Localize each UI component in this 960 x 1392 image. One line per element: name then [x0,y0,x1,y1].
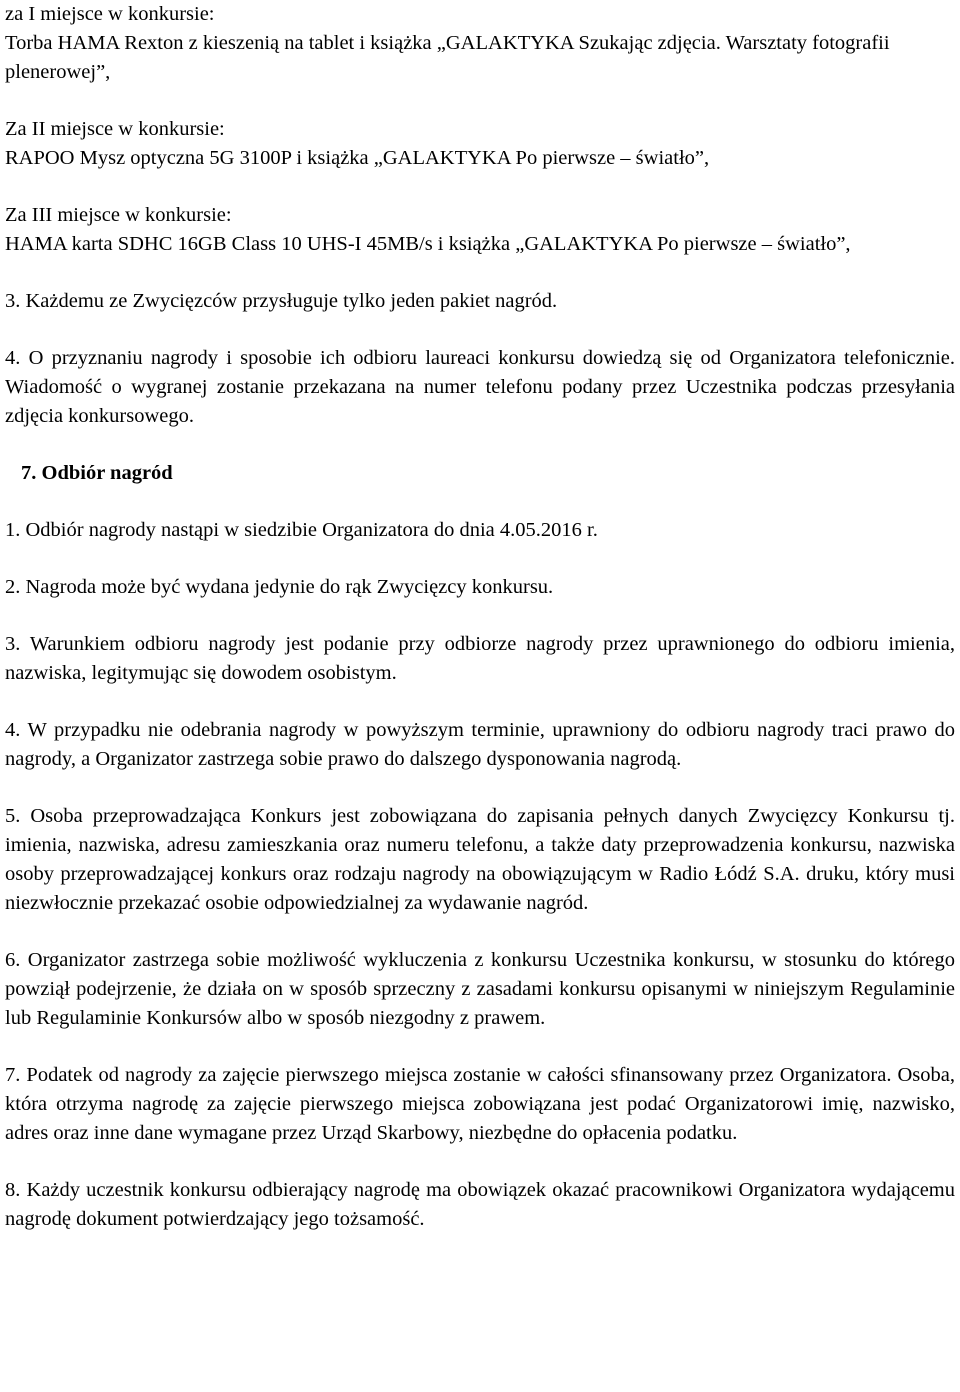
first-prize-label: za I miejsce w konkursie: [5,3,215,25]
document-page [5,0,955,1234]
third-prize-label: Za III miejsce w konkursie: [5,204,232,226]
collection-rule-8: 8. Każdy uczestnik konkursu odbierający nagrodę ma obowiązek okazać pracownikowi Organizatora wydającemu nagrodę dokument potwierdzający jego tożsamość. [5,1179,955,1230]
winner-single-package-rule: 3. Każdemu ze Zwycięzców przysługuje tylko jeden pakiet nagród. [5,290,558,312]
first-prize-text: Torba HAMA Rexton z kieszenią na tablet i książka „GALAKTYKA Szukając zdjęcia. Warsztaty fotografii plenerowej”, [5,32,890,83]
collection-rule-3: 3. Warunkiem odbioru nagrody jest podanie przy odbiorze nagrody przez uprawnionego do odbioru imienia, nazwiska, legitymując się dowodem osobistym. [5,633,955,684]
section-heading-prize-collection: 7. Odbiór nagród [21,462,173,484]
prize-notification-rule: 4. O przyznaniu nagrody i sposobie ich odbioru laureaci konkursu dowiedzą się od Organizatora telefonicznie. Wiadomość o wygranej zostanie przekazana na numer telefonu podany przez Uczestnika podczas przesyłania zdjęcia konkursowego. [5,347,955,427]
collection-rule-4: 4. W przypadku nie odebrania nagrody w powyższym terminie, uprawniony do odbioru nagrody traci prawo do nagrody, a Organizator zastrzega sobie prawo do dalszego dysponowania nagrodą. [5,719,955,770]
collection-rule-1: 1. Odbiór nagrody nastąpi w siedzibie Organizatora do dnia 4.05.2016 r. [5,519,598,541]
collection-rule-6: 6. Organizator zastrzega sobie możliwość wykluczenia z konkursu Uczestnika konkursu, w stosunku do którego powziął podejrzenie, że działa on w sposób sprzeczny z zasadami konkursu opisanymi w niniejszym Regulaminie lub Regulaminie Konkursów albo w sposób niezgodny z prawem. [5,949,955,1029]
collection-rule-5: 5. Osoba przeprowadzająca Konkurs jest zobowiązana do zapisania pełnych danych Zwycięzcy Konkursu tj. imienia, nazwiska, adresu zamieszkania oraz numeru telefonu, a także daty przeprowadzenia konkursu, nazwiska osoby przeprowadzającej konkurs oraz rodzaju nagrody na obowiązującym w Radio Łódź S.A. druku, który musi niezwłocznie przekazać osobie odpowiedzialnej za wydawanie nagród. [5,805,955,914]
collection-rule-7: 7. Podatek od nagrody za zajęcie pierwszego miejsca zostanie w całości sfinansowany przez Organizatora. Osoba, która otrzyma nagrodę za zajęcie pierwszego miejsca zobowiązana jest podać Organizatorowi imię, nazwisko, adres oraz inne dane wymagane przez Urząd Skarbowy, niezbędne do opłacenia podatku. [5,1064,955,1144]
third-prize-text: HAMA karta SDHC 16GB Class 10 UHS-I 45MB/s i książka „GALAKTYKA Po pierwsze – światło”, [5,233,851,255]
collection-rule-2: 2. Nagroda może być wydana jedynie do rąk Zwycięzcy konkursu. [5,576,554,598]
second-prize-text: RAPOO Mysz optyczna 5G 3100P i książka „GALAKTYKA Po pierwsze – światło”, [5,147,710,169]
second-prize-label: Za II miejsce w konkursie: [5,118,225,140]
